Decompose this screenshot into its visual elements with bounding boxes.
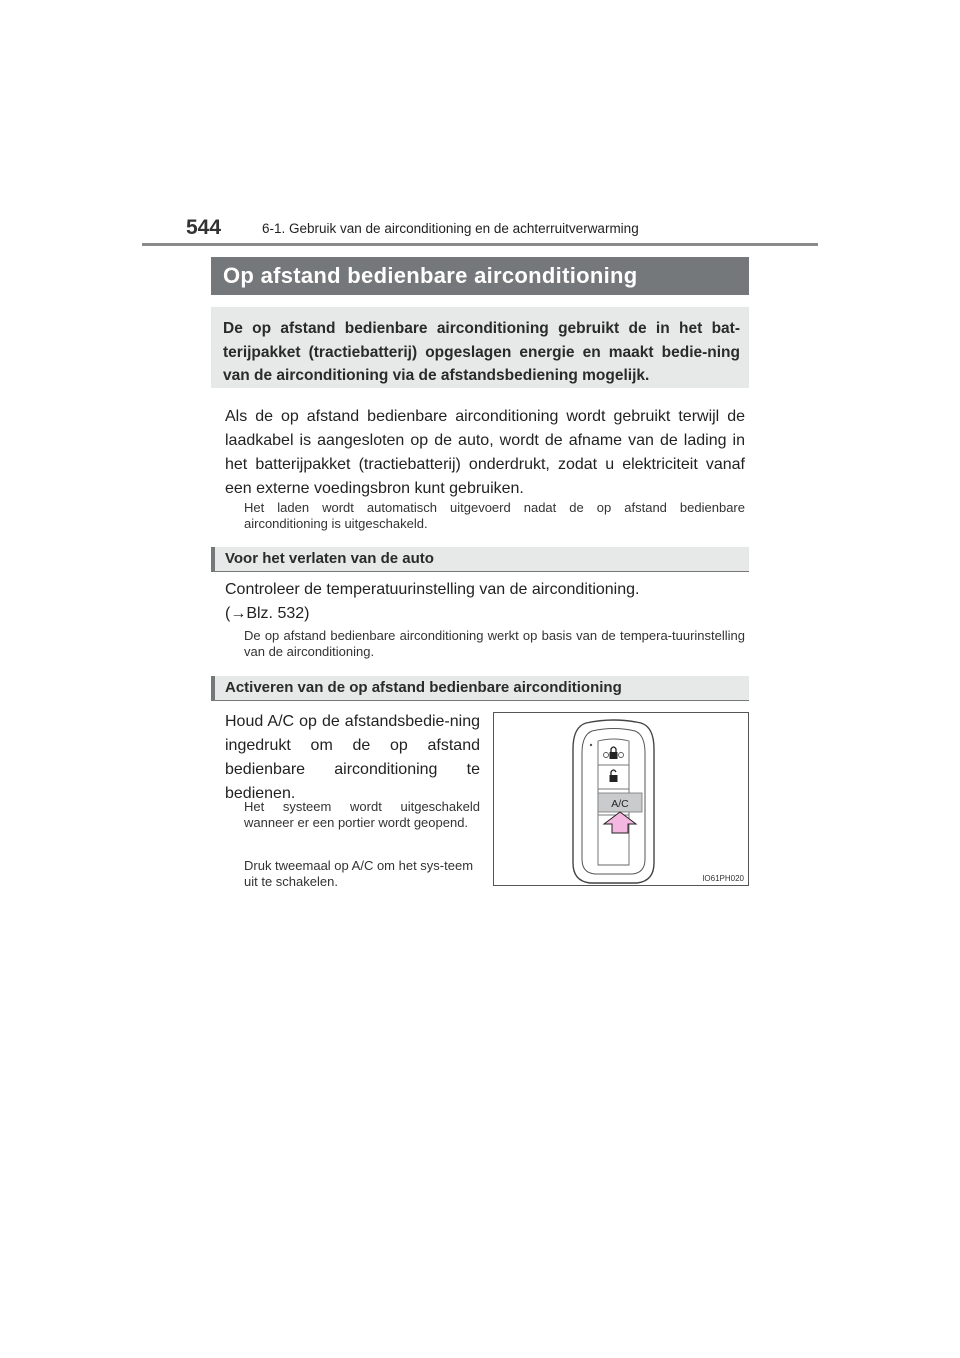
page-number: 544: [186, 216, 222, 239]
figure-code: IO61PH020: [702, 874, 744, 883]
header-rule: [142, 243, 818, 246]
smart-key-illustration: [494, 713, 748, 885]
instruction-text: Controleer de temperatuurinstelling van de airconditioning.: [225, 581, 640, 598]
remote-key-figure: [493, 712, 749, 886]
body-paragraph: [225, 578, 745, 626]
subheading-marker: [211, 547, 215, 571]
body-paragraph: Als de op afstand bedienbare airconditioning wordt gebruikt terwijl de laadkabel is aangesloten op de auto, wordt de afname van de lading in het batterijpakket (tractiebatterij) onderdrukt, zodat u elektriciteit vanaf een externe voedingsbron kunt gebruiken.: [225, 408, 745, 497]
running-header: 6-1. Gebruik van de airconditioning en de achterruitverwarming: [262, 221, 639, 236]
subheading-marker: [211, 676, 215, 700]
intro-box: [211, 307, 749, 388]
section-title-bar: [211, 257, 749, 295]
ac-button-label: A/C: [611, 798, 629, 810]
subheading-text: Voor het verlaten van de auto: [225, 550, 434, 567]
note-paragraph: Het laden wordt automatisch uitgevoerd nadat de op afstand bedienbare airconditioning is uitgeschakeld.: [244, 500, 745, 531]
subheading-activating: [211, 676, 749, 701]
note-paragraph: De op afstand bedienbare airconditioning werkt op basis van de tempera-tuurinstelling van de airconditioning.: [244, 628, 745, 659]
note-paragraph: Druk tweemaal op A/C om het sys-teem uit te schakelen.: [244, 858, 474, 889]
section-title: Op afstand bedienbare airconditioning: [223, 263, 638, 288]
subheading-text: Activeren van de op afstand bedienbare airconditioning: [225, 679, 622, 696]
subheading-before-leaving: [211, 547, 749, 572]
body-paragraph: Houd A/C op de afstandsbedie-ning ingedrukt om de op afstand bedienbare airconditioning te bedienen.: [225, 713, 480, 802]
page-reference: (→Blz. 532): [225, 605, 310, 622]
intro-text: De op afstand bedienbare airconditioning gebruikt de in het bat-terijpakket (tractiebatterij) opgeslagen energie en maakt bedie-ning van de airconditioning via de afstandsbediening mogelijk.: [223, 320, 740, 384]
note-paragraph: Het systeem wordt uitgeschakeld wanneer er een portier wordt geopend.: [244, 799, 480, 830]
